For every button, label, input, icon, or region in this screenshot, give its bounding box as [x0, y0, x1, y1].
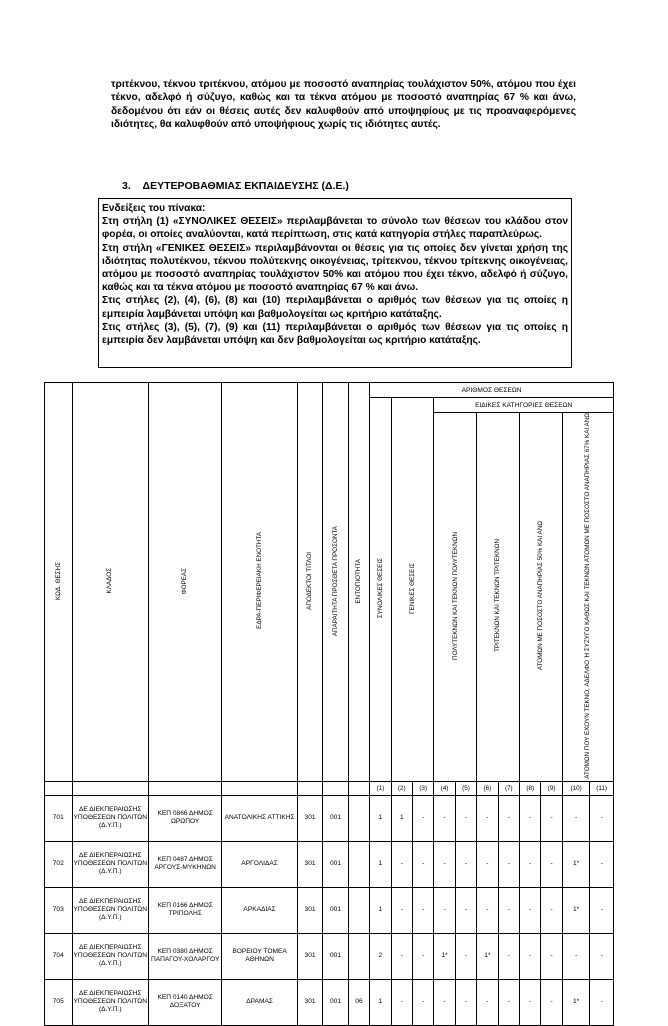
blank-cell: [148, 781, 221, 795]
cell-entopiotita: [348, 887, 369, 933]
header-polyteknon: ΠΟΛΥΤΕΚΝΩΝ ΚΑΙ ΤΕΚΝΩΝ ΠΟΛΥΤΕΚΝΩΝ: [434, 413, 477, 782]
cell-titloi: 301: [297, 887, 322, 933]
cell-titloi: 301: [297, 933, 322, 979]
cell-c11: -: [590, 795, 614, 841]
cell-foreas: ΚΕΠ 0140 ΔΗΜΟΣ ΔΟΞΑΤΟΥ: [148, 979, 221, 1025]
cell-c7: -: [498, 979, 519, 1025]
cell-c2: -: [391, 979, 412, 1025]
table-row: [45, 979, 614, 1025]
cell-c6: -: [477, 887, 498, 933]
table-row: [45, 887, 614, 933]
cell-entopiotita: [348, 841, 369, 887]
cell-klados: ΔΕ ΔΙΕΚΠΕΡΑΙΩΣΗΣ ΥΠΟΘΕΣΕΩΝ ΠΟΛΙΤΩΝ (Δ.Υ.Π.): [72, 887, 148, 933]
cell-c2: 1: [391, 795, 412, 841]
blank-cell: [45, 781, 73, 795]
header-anapirias: ΑΤΟΜΩΝ ΜΕ ΠΟΣΟΣΤΟ ΑΝΑΠΗΡΙΑΣ 50% ΚΑΙ ΑΝΩ: [520, 413, 563, 782]
cell-c5: -: [455, 887, 476, 933]
cell-c10: 1*: [562, 979, 590, 1025]
cell-c2: -: [391, 841, 412, 887]
cell-c9: -: [541, 887, 562, 933]
note-item: Στη στήλη (1) «ΣΥΝΟΛΙΚΕΣ ΘΕΣΕΙΣ» περιλαμβάνεται το σύνολο των θέσεων του κλάδου στον φορέα, οι οποίες αναλύονται, κατά περίπτωση, στις κατά κατηγορία στήλες παραπλεύρως.: [102, 216, 568, 241]
blank-cell: [323, 781, 348, 795]
header-edra: ΕΔΡΑ-ΠΕΡΙΦΕΡΕΙΑΚΗ ΕΝΟΤΗΤΑ: [222, 383, 297, 782]
header-genikes: ΓΕΝΙΚΕΣ ΘΕΣΕΙΣ: [391, 398, 434, 782]
cell-c1: 1: [370, 841, 391, 887]
col-number: (10): [562, 781, 590, 795]
cell-c1: 1: [370, 887, 391, 933]
cell-entopiotita: [348, 795, 369, 841]
cell-c6: -: [477, 795, 498, 841]
cell-prosonta: 001: [323, 979, 348, 1025]
cell-c4: -: [434, 795, 455, 841]
cell-c8: -: [520, 841, 541, 887]
header-foreas: ΦΟΡΕΑΣ: [148, 383, 221, 782]
cell-c6: 1*: [477, 933, 498, 979]
table-row: [45, 795, 614, 841]
cell-c4: 1*: [434, 933, 455, 979]
header-entopiotita: ΕΝΤΟΠΙΟΤΗΤΑ: [348, 383, 369, 782]
cell-c9: -: [541, 979, 562, 1025]
intro-paragraph: τριτέκνου, τέκνου τριτέκνου, ατόμου με ποσοστό αναπηρίας τουλάχιστον 50%, ατόμου που έχει τέκνο, αδελφό ή σύζυγο, καθώς και τα τέκνα ατόμου με ποσοστό αναπηρίας 67 % και άνω, δεδομένου ότι εάν οι θέσεις αυτές δεν καλυφθούν από υποψηφίους με τις προαναφερόμενες ιδιότητες, θα καλυφθούν από υποψήφιους χωρίς τις ιδιότητες αυτές.: [111, 79, 576, 131]
cell-edra: ΒΟΡΕΙΟΥ ΤΟΜΕΑ ΑΘΗΝΩΝ: [222, 933, 297, 979]
cell-c5: -: [455, 795, 476, 841]
cell-kod: 702: [45, 841, 73, 887]
cell-foreas: ΚΕΠ 0866 ΔΗΜΟΣ ΩΡΩΠΟΥ: [148, 795, 221, 841]
col-number: (3): [412, 781, 433, 795]
cell-c11: -: [590, 933, 614, 979]
cell-kod: 701: [45, 795, 73, 841]
cell-c1: 1: [370, 979, 391, 1025]
cell-titloi: 301: [297, 795, 322, 841]
cell-c3: -: [412, 979, 433, 1025]
cell-c9: -: [541, 933, 562, 979]
cell-c1: 1: [370, 795, 391, 841]
cell-c11: -: [590, 841, 614, 887]
cell-c1: 2: [370, 933, 391, 979]
cell-klados: ΔΕ ΔΙΕΚΠΕΡΑΙΩΣΗΣ ΥΠΟΘΕΣΕΩΝ ΠΟΛΙΤΩΝ (Δ.Υ.Π.): [72, 841, 148, 887]
blank-cell: [72, 781, 148, 795]
cell-c5: -: [455, 933, 476, 979]
cell-titloi: 301: [297, 979, 322, 1025]
cell-c9: -: [541, 841, 562, 887]
table-row: [45, 933, 614, 979]
cell-c8: -: [520, 887, 541, 933]
cell-c6: -: [477, 841, 498, 887]
cell-c7: -: [498, 887, 519, 933]
cell-c8: -: [520, 795, 541, 841]
cell-entopiotita: [348, 933, 369, 979]
cell-c4: -: [434, 979, 455, 1025]
header-klados: ΚΛΑΔΟΣ: [72, 383, 148, 782]
cell-c5: -: [455, 841, 476, 887]
cell-c3: -: [412, 841, 433, 887]
col-number: (9): [541, 781, 562, 795]
col-number: (2): [391, 781, 412, 795]
header-synolikes: ΣΥΝΟΛΙΚΕΣ ΘΕΣΕΙΣ: [370, 398, 391, 782]
cell-edra: ΑΡΚΑΔΙΑΣ: [222, 887, 297, 933]
note-item: Στις στήλες (2), (4), (6), (8) και (10) περιλαμβάνεται ο αριθμός των θέσεων για τις οποίες η εμπειρία λαμβάνεται υπόψη και βαθμολογείται ως κριτήριο κατάταξης.: [102, 295, 568, 320]
header-apodektoi: ΑΠΟΔΕΚΤΟΙ ΤΙΤΛΟΙ: [297, 383, 322, 782]
cell-c4: -: [434, 841, 455, 887]
cell-c2: -: [391, 933, 412, 979]
cell-titloi: 301: [297, 841, 322, 887]
cell-prosonta: 001: [323, 887, 348, 933]
col-number: (11): [590, 781, 614, 795]
notes-box: [98, 198, 572, 368]
section-heading: [122, 180, 349, 192]
cell-kod: 705: [45, 979, 73, 1025]
header-arithmos-theseon: ΑΡΙΘΜΟΣ ΘΕΣΕΩΝ: [370, 383, 614, 398]
section-number: 3.: [122, 180, 131, 192]
notes-title: Ενδείξεις του πίνακα:: [102, 203, 206, 214]
cell-c4: -: [434, 887, 455, 933]
cell-edra: ΔΡΑΜΑΣ: [222, 979, 297, 1025]
cell-c11: -: [590, 979, 614, 1025]
blank-cell: [348, 781, 369, 795]
col-number: (5): [455, 781, 476, 795]
cell-c9: -: [541, 795, 562, 841]
cell-c8: -: [520, 979, 541, 1025]
blank-cell: [222, 781, 297, 795]
col-number: (4): [434, 781, 455, 795]
blank-cell: [297, 781, 322, 795]
cell-kod: 704: [45, 933, 73, 979]
col-number: (6): [477, 781, 498, 795]
cell-edra: ΑΡΓΟΛΙΔΑΣ: [222, 841, 297, 887]
cell-prosonta: 001: [323, 841, 348, 887]
cell-c3: -: [412, 795, 433, 841]
table-row: [45, 841, 614, 887]
header-prosonta: ΑΠΑΡΑΙΤΗΤΑ ΠΡΟΣΘΕΤΑ ΠΡΟΣΟΝΤΑ: [323, 383, 348, 782]
cell-klados: ΔΕ ΔΙΕΚΠΕΡΑΙΩΣΗΣ ΥΠΟΘΕΣΕΩΝ ΠΟΛΙΤΩΝ (Δ.Υ.Π.): [72, 979, 148, 1025]
cell-c5: -: [455, 979, 476, 1025]
cell-c10: 1*: [562, 887, 590, 933]
cell-c2: -: [391, 887, 412, 933]
cell-edra: ΑΝΑΤΟΛΙΚΗΣ ΑΤΤΙΚΗΣ: [222, 795, 297, 841]
cell-c7: -: [498, 795, 519, 841]
header-eidikes: ΕΙΔΙΚΕΣ ΚΑΤΗΓΟΡΙΕΣ ΘΕΣΕΩΝ: [434, 398, 614, 413]
cell-klados: ΔΕ ΔΙΕΚΠΕΡΑΙΩΣΗΣ ΥΠΟΘΕΣΕΩΝ ΠΟΛΙΤΩΝ (Δ.Υ.Π.): [72, 933, 148, 979]
cell-prosonta: 001: [323, 933, 348, 979]
header-teknon-67: ΑΤΟΜΩΝ ΠΟΥ ΕΧΟΥΝ ΤΕΚΝΟ, ΑΔΕΛΦΟ Ή ΣΥΖΥΓΟ ΚΑΘΩΣ ΚΑΙ ΤΕΚΝΩΝ ΑΤΟΜΩΝ ΜΕ ΠΟΣΟΣΤΟ ΑΝΑΠΗΡΙΑΣ 67% ΚΑΙ ΑΝΩ: [562, 413, 613, 782]
col-number: (7): [498, 781, 519, 795]
cell-c6: -: [477, 979, 498, 1025]
note-item: Στις στήλες (3), (5), (7), (9) και (11) περιλαμβάνεται ο αριθμός των θέσεων για τις οποίες η εμπειρία δεν λαμβάνεται υπόψη και δεν βαθμολογείται ως κριτήριο κατάταξης.: [102, 321, 568, 347]
col-number: (8): [520, 781, 541, 795]
cell-entopiotita: 06: [348, 979, 369, 1025]
section-title: ΔΕΥΤΕΡΟΒΑΘΜΙΑΣ ΕΚΠΑΙΔΕΥΣΗΣ (Δ.Ε.): [142, 180, 349, 192]
cell-c11: -: [590, 887, 614, 933]
positions-table: [44, 382, 614, 1026]
cell-c7: -: [498, 841, 519, 887]
header-kod-thesis: ΚΩΔ. ΘΕΣΗΣ: [45, 383, 73, 782]
cell-c10: -: [562, 933, 590, 979]
header-triteknon: ΤΡΙΤΕΚΝΩΝ ΚΑΙ ΤΕΚΝΩΝ ΤΡΙΤΕΚΝΩΝ: [477, 413, 520, 782]
cell-foreas: ΚΕΠ 0380 ΔΗΜΟΣ ΠΑΠΑΓΟΥ-ΧΟΛΑΡΓΟΥ: [148, 933, 221, 979]
cell-c10: 1*: [562, 841, 590, 887]
cell-c8: -: [520, 933, 541, 979]
cell-kod: 703: [45, 887, 73, 933]
cell-foreas: ΚΕΠ 0487 ΔΗΜΟΣ ΑΡΓΟΥΣ-ΜΥΚΗΝΩΝ: [148, 841, 221, 887]
cell-klados: ΔΕ ΔΙΕΚΠΕΡΑΙΩΣΗΣ ΥΠΟΘΕΣΕΩΝ ΠΟΛΙΤΩΝ (Δ.Υ.Π.): [72, 795, 148, 841]
note-item: Στη στήλη «ΓΕΝΙΚΕΣ ΘΕΣΕΙΣ» περιλαμβάνονται οι θέσεις για τις οποίες δεν γίνεται χρήση της ιδιότητας πολυτέκνου, τέκνου πολύτεκνης οικογένειας, τρίτεκνου, τέκνου τρίτεκνης οικογένειας, ατόμου με ποσοστό αναπηρίας τουλάχιστον 50% και ατόμου που έχει τέκνο, αδελφό ή σύζυγο, καθώς και τα τέκνα ατόμου με ποσοστό αναπηρίας 67 % και άνω.: [102, 242, 568, 294]
cell-c7: -: [498, 933, 519, 979]
cell-foreas: ΚΕΠ 0166 ΔΗΜΟΣ ΤΡΙΠΟΛΗΣ: [148, 887, 221, 933]
col-number: (1): [370, 781, 391, 795]
cell-c10: -: [562, 795, 590, 841]
cell-prosonta: 001: [323, 795, 348, 841]
cell-c3: -: [412, 933, 433, 979]
cell-c3: -: [412, 887, 433, 933]
